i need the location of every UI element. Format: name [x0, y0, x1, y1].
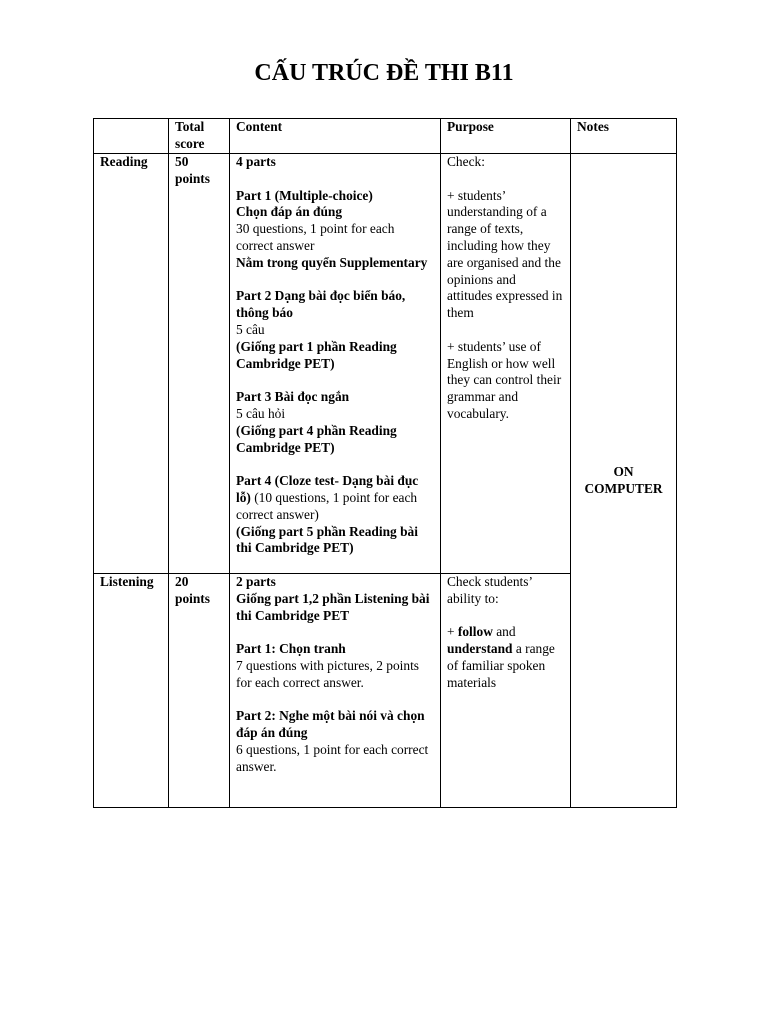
reading-part1-note: Nằm trong quyển Supplementary	[236, 254, 428, 270]
reading-purpose-1: + students’ understanding of a range of texts, including how they are organised and the opinions and attitudes expressed in them	[447, 187, 563, 321]
listening-score: 20 points	[169, 574, 230, 808]
listening-skill: Listening	[94, 574, 169, 808]
listening-part1-title: Part 1: Chọn tranh	[236, 641, 346, 657]
reading-part4-desc: (10 questions, 1 point for each correct answer)	[236, 489, 418, 522]
reading-part3-title: Part 3 Bài đọc ngắn	[236, 389, 350, 405]
reading-score: 50 points	[169, 154, 230, 574]
purpose-plus: +	[447, 624, 458, 640]
reading-part1-title: Part 1 (Multiple-choice)	[236, 187, 373, 203]
listening-content-sub: Giống part 1,2 phần Listening bài thi Cambridge PET	[236, 590, 430, 623]
reading-skill: Reading	[94, 154, 169, 574]
reading-part2-title: Part 2 Dạng bài đọc biển báo, thông báo	[236, 288, 406, 321]
header-content: Content	[230, 119, 441, 154]
reading-purpose-intro: Check:	[447, 154, 485, 169]
purpose-understand: understand	[447, 641, 513, 657]
reading-purpose-2: + students’ use of English or how well they can control their grammar and vocabulary.	[447, 338, 562, 421]
reading-part2-desc: 5 câu	[236, 321, 265, 337]
reading-part2-note: (Giống part 1 phần Reading Cambridge PET)	[236, 338, 397, 371]
reading-part1-desc: 30 questions, 1 point for each correct answer	[236, 221, 395, 253]
reading-part3-note: (Giống part 4 phần Reading Cambridge PET)	[236, 422, 397, 455]
listening-part2-title: Part 2: Nghe một bài nói và chọn đáp án đúng	[236, 708, 425, 741]
reading-part4-note: (Giống part 5 phần Reading bài thi Cambridge PET)	[236, 523, 418, 556]
header-skill	[94, 119, 169, 154]
table-header-row	[94, 119, 677, 154]
reading-part4	[236, 473, 434, 523]
purpose-and: and	[492, 624, 516, 640]
listening-parts-count: 2 parts	[236, 574, 276, 589]
reading-row	[94, 154, 677, 574]
listening-purpose	[441, 574, 571, 808]
header-notes: Notes	[571, 119, 677, 154]
purpose-follow: follow	[457, 624, 493, 640]
header-purpose: Purpose	[441, 119, 571, 154]
notes-cell: ON COMPUTER	[571, 154, 677, 808]
reading-part3-desc: 5 câu hỏi	[236, 405, 286, 421]
exam-structure-table	[93, 118, 677, 808]
header-total-score: Total score	[169, 119, 230, 154]
purpose-rest: a range of familiar spoken materials	[447, 641, 555, 690]
reading-purpose	[441, 154, 571, 574]
reading-parts-count: 4 parts	[236, 154, 276, 169]
reading-part4-title: Part 4 (Cloze test- Dạng bài đục lỗ)	[236, 473, 419, 505]
listening-part2-desc: 6 questions, 1 point for each correct answer.	[236, 741, 429, 774]
listening-purpose-detail	[447, 624, 564, 691]
reading-part1-sub: Chọn đáp án đúng	[236, 204, 343, 220]
page-title: CẤU TRÚC ĐỀ THI B11	[254, 60, 514, 86]
reading-content	[230, 154, 441, 574]
listening-content	[230, 574, 441, 808]
listening-part1-desc: 7 questions with pictures, 2 points for each correct answer.	[236, 657, 419, 690]
listening-purpose-intro: Check students’ ability to:	[447, 574, 532, 606]
